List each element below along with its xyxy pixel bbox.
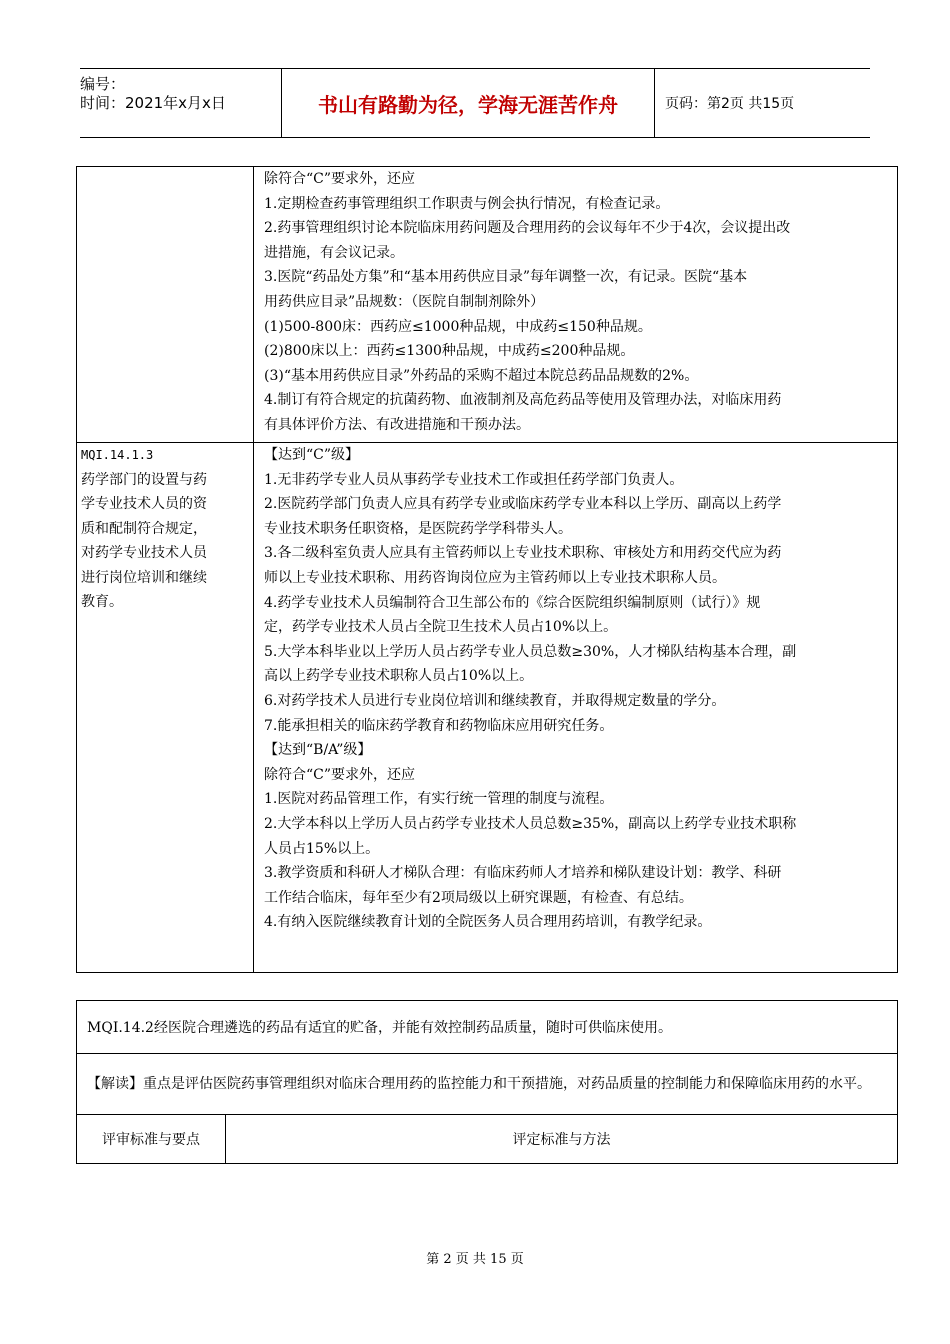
standard-code: MQI.14.1.3 <box>81 448 154 462</box>
row1-right-cell <box>254 167 898 443</box>
table-row <box>77 167 898 443</box>
standard-title-line: 学专业技术人员的资 <box>81 496 207 512</box>
table-row <box>77 1054 898 1115</box>
criteria-line: (1)500-800床：西药应≤1000种品规，中成药≤150种品规。 <box>264 318 652 335</box>
criteria-line: 工作结合临床，每年至少有2项局级以上研究课题，有检查、有总结。 <box>264 889 693 906</box>
column-header-methods: 评定标准与方法 <box>226 1115 898 1164</box>
standard-table <box>76 1000 898 1164</box>
interpretation-text: 【解读】重点是评估医院药事管理组织对临床合理用药的监控能力和干预措施，对药品质量的控制能力和保障临床用药的水平。 <box>77 1054 898 1115</box>
criteria-line: 定，药学专业技术人员占全院卫生技术人员占10%以上。 <box>264 619 618 636</box>
criteria-line: 4.制订有符合规定的抗菌药物、血液制剂及高危药品等使用及管理办法，对临床用药 <box>264 392 782 409</box>
page-footer: 第 2 页 共 15 页 <box>426 1252 524 1267</box>
criteria-line: 高以上药学专业技术职称人员占10%以上。 <box>264 668 534 685</box>
page-header <box>80 68 870 138</box>
row1-left-cell <box>77 167 254 443</box>
criteria-line: 有具体评价方法、有改进措施和干预办法。 <box>264 416 530 433</box>
standard-title-line: 进行岗位培训和继续 <box>81 569 207 586</box>
table-row <box>77 443 898 973</box>
standard-title-line: 教育。 <box>81 594 123 610</box>
time-label: 时间：2021年x月x日 <box>80 94 226 112</box>
header-motto: 书山有路勤为径，学海无涯苦作舟 <box>282 69 655 137</box>
criteria-line: 用药供应目录”品规数：（医院自制制剂除外） <box>264 293 545 310</box>
criteria-line: 【达到“B/A”级】 <box>264 742 372 759</box>
criteria-line: 5.大学本科毕业以上学历人员占药学专业人员总数≥30%，人才梯队结构基本合理，副 <box>264 643 797 660</box>
criteria-line: 4.药学专业技术人员编制符合卫生部公布的《综合医院组织编制原则（试行）》规 <box>264 594 761 611</box>
header-meta <box>80 69 282 137</box>
criteria-table <box>76 166 898 973</box>
standard-title-line: 药学部门的设置与药 <box>81 471 207 488</box>
row2-lines <box>264 443 891 935</box>
criteria-line: (3)“基本用药供应目录”外药品的采购不超过本院总药品品规数的2%。 <box>264 367 699 384</box>
criteria-line: 7.能承担相关的临床药学教育和药物临床应用研究任务。 <box>264 717 614 734</box>
criteria-line: 4.有纳入医院继续教育计划的全院医务人员合理用药培训，有教学纪录。 <box>264 914 712 931</box>
criteria-line: 除符合“C”要求外，还应 <box>264 766 416 783</box>
row2-left-lines <box>81 468 249 615</box>
criteria-line: 6.对药学技术人员进行专业岗位培训和继续教育，并取得规定数量的学分。 <box>264 692 726 709</box>
criteria-line: 专业技术职务任职资格，是医院药学学科带头人。 <box>264 520 572 537</box>
criteria-line: 人员占15%以上。 <box>264 840 380 857</box>
criteria-line: 1.无非药学专业人员从事药学专业技术工作或担任药学部门负责人。 <box>264 471 684 488</box>
criteria-line: 除符合“C”要求外，还应 <box>264 171 416 187</box>
table-row <box>77 1115 898 1164</box>
standard-title-line: 质和配制符合规定， <box>81 520 207 537</box>
criteria-line: 3.医院“药品处方集”和“基本用药供应目录”每年调整一次，有记录。医院“基本 <box>264 269 748 286</box>
criteria-line: 1.定期检查药事管理组织工作职责与例会执行情况，有检查记录。 <box>264 195 670 212</box>
criteria-line: 1.医院对药品管理工作，有实行统一管理的制度与流程。 <box>264 791 614 808</box>
standard-text: MQI.14.2经医院合理遴选的药品有适宜的贮备，并能有效控制药品质量，随时可供临床使用。 <box>77 1001 898 1054</box>
criteria-line: 3.教学资质和科研人才梯队合理：有临床药师人才培养和梯队建设计划：教学、科研 <box>264 865 782 882</box>
criteria-line: 【达到“C”级】 <box>264 447 360 463</box>
criteria-line: 3.各二级科室负责人应具有主管药师以上专业技术职称、审核处方和用药交代应为药 <box>264 545 782 562</box>
criteria-line: 师以上专业技术职称、用药咨询岗位应为主管药师以上专业技术职称人员。 <box>264 569 726 586</box>
row1-lines <box>264 167 891 438</box>
row2-left-cell <box>77 443 254 973</box>
criteria-line: 2.大学本科以上学历人员占药学专业技术人员总数≥35%，副高以上药学专业技术职称 <box>264 815 797 832</box>
criteria-line: 进措施，有会议记录。 <box>264 244 404 261</box>
table-row <box>77 1001 898 1054</box>
criteria-line: (2)800床以上：西药≤1300种品规，中成药≤200种品规。 <box>264 343 635 360</box>
row2-right-cell <box>254 443 898 973</box>
code-label: 编号： <box>80 75 126 93</box>
standard-title-line: 对药学专业技术人员 <box>81 545 207 561</box>
column-header-criteria: 评审标准与要点 <box>77 1115 226 1164</box>
criteria-line: 2.医院药学部门负责人应具有药学专业或临床药学专业本科以上学历、副高以上药学 <box>264 496 782 513</box>
criteria-line: 2.药事管理组织讨论本院临床用药问题及合理用药的会议每年不少于4次，会议提出改 <box>264 220 791 237</box>
header-page-info: 页码：第2页 共15页 <box>665 96 795 112</box>
